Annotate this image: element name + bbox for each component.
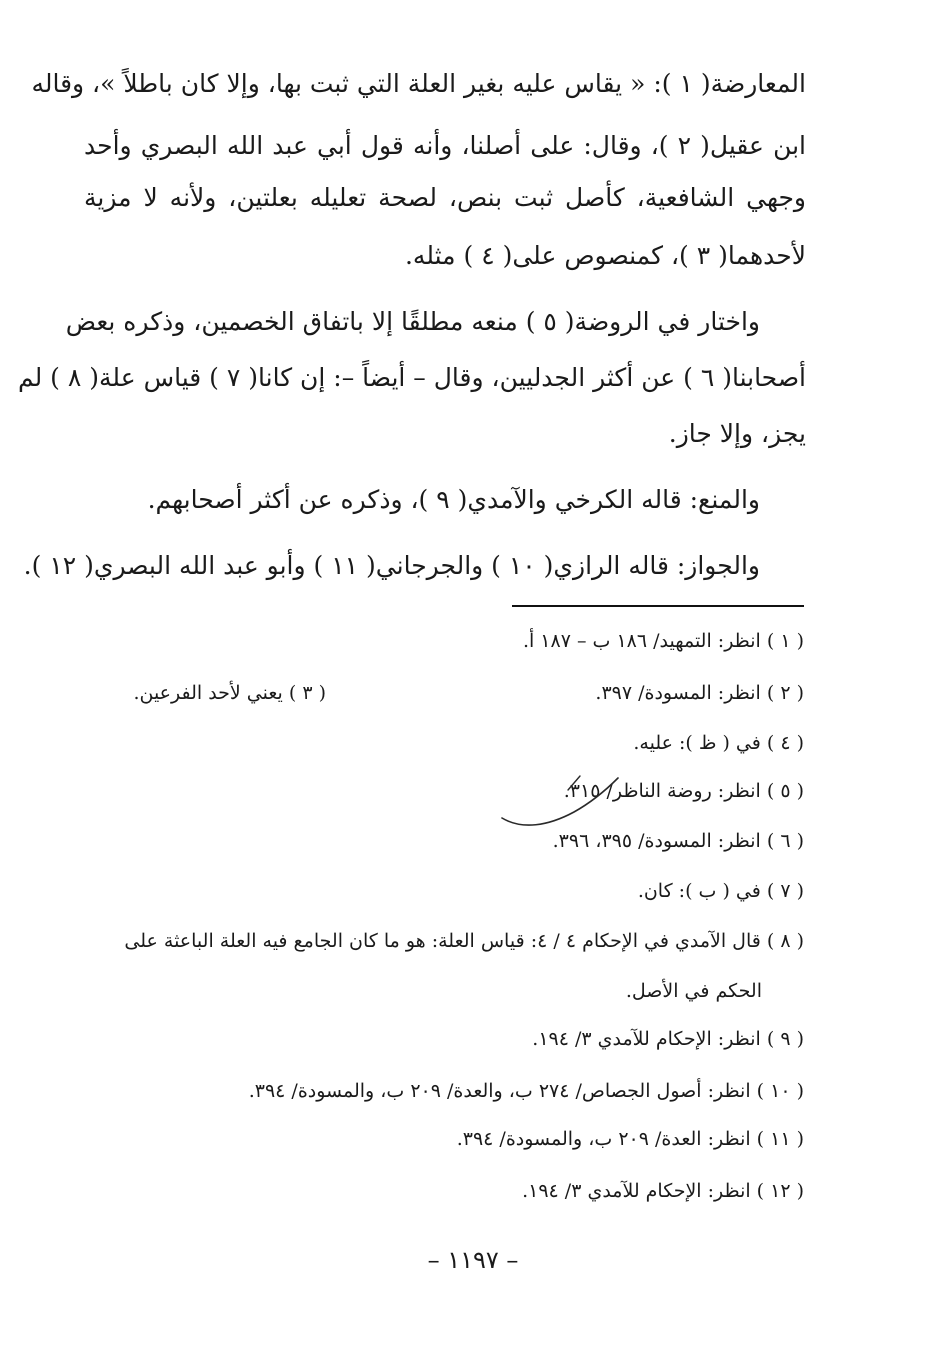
- body-line: يجز، وإلا جاز.: [668, 419, 806, 448]
- body-line: واختار في الروضة( ٥ ) منعه مطلقًا إلا باتفاق الخصمين، وذكره بعض: [65, 307, 760, 336]
- footnote-8: ( ٨ ) قال الآمدي في الإحكام ٤ / ٤: قياس العلة: هو ما كان الجامع فيه العلة الباعثة على: [124, 930, 804, 952]
- body-line: المعارضة( ١ ): « يقاس عليه بغير العلة التي ثبت بها، وإلا كان باطلاً »، وقاله: [31, 69, 806, 98]
- body-line: وجهي الشافعية، كأصل ثبت بنص، لصحة تعليله بعلتين، ولأنه لا مزية: [84, 183, 806, 212]
- footnote-2: ( ٢ ) انظر: المسودة/ ٣٩٧.: [595, 682, 804, 704]
- footnote-11: ( ١١ ) انظر: العدة/ ٢٠٩ ب، والمسودة/ ٣٩٤.: [456, 1128, 804, 1150]
- body-line: والجواز: قاله الرازي( ١٠ ) والجرجاني( ١١ ) وأبو عبد الله البصري( ١٢ ).: [23, 551, 760, 580]
- footnote-10: ( ١٠ ) انظر: أصول الجصاص/ ٢٧٤ ب، والعدة/ ٢٠٩ ب، والمسودة/ ٣٩٤.: [248, 1080, 804, 1102]
- footnote-1: ( ١ ) انظر: التمهيد/ ١٨٦ ب – ١٨٧ أ.: [522, 630, 804, 652]
- body-line: لأحدهما( ٣ )، كمنصوص على( ٤ ) مثله.: [404, 241, 806, 270]
- footnote-7: ( ٧ ) في ( ب ): كان.: [637, 880, 804, 902]
- body-line: ابن عقيل( ٢ )، وقال: على أصلنا، وأنه قول أبي عبد الله البصري وأحد: [84, 131, 806, 160]
- page-number: – ١١٩٧ –: [427, 1246, 519, 1274]
- body-line: أصحابنا( ٦ ) عن أكثر الجدليين، وقال – أيضاً –: إن كانا( ٧ ) قياس علة( ٨ ) لم: [17, 363, 806, 392]
- footnote-3: ( ٣ ) يعني لأحد الفرعين.: [133, 682, 326, 704]
- footnote-4: ( ٤ ) في ( ظ ): عليه.: [633, 732, 804, 754]
- body-line: والمنع: قاله الكرخي والآمدي( ٩ )، وذكره عن أكثر أصحابهم.: [147, 485, 760, 514]
- footnote-9: ( ٩ ) انظر: الإحكام للآمدي ٣/ ١٩٤.: [532, 1028, 804, 1050]
- footnote-5: ( ٥ ) انظر: روضة الناظر/ ٣١٥.: [563, 780, 804, 802]
- footnote-12: ( ١٢ ) انظر: الإحكام للآمدي ٣/ ١٩٤.: [522, 1180, 804, 1202]
- footnote-separator: [512, 605, 804, 607]
- footnote-6: ( ٦ ) انظر: المسودة/ ٣٩٥، ٣٩٦.: [552, 830, 804, 852]
- footnote-8-continuation: الحكم في الأصل.: [625, 980, 762, 1002]
